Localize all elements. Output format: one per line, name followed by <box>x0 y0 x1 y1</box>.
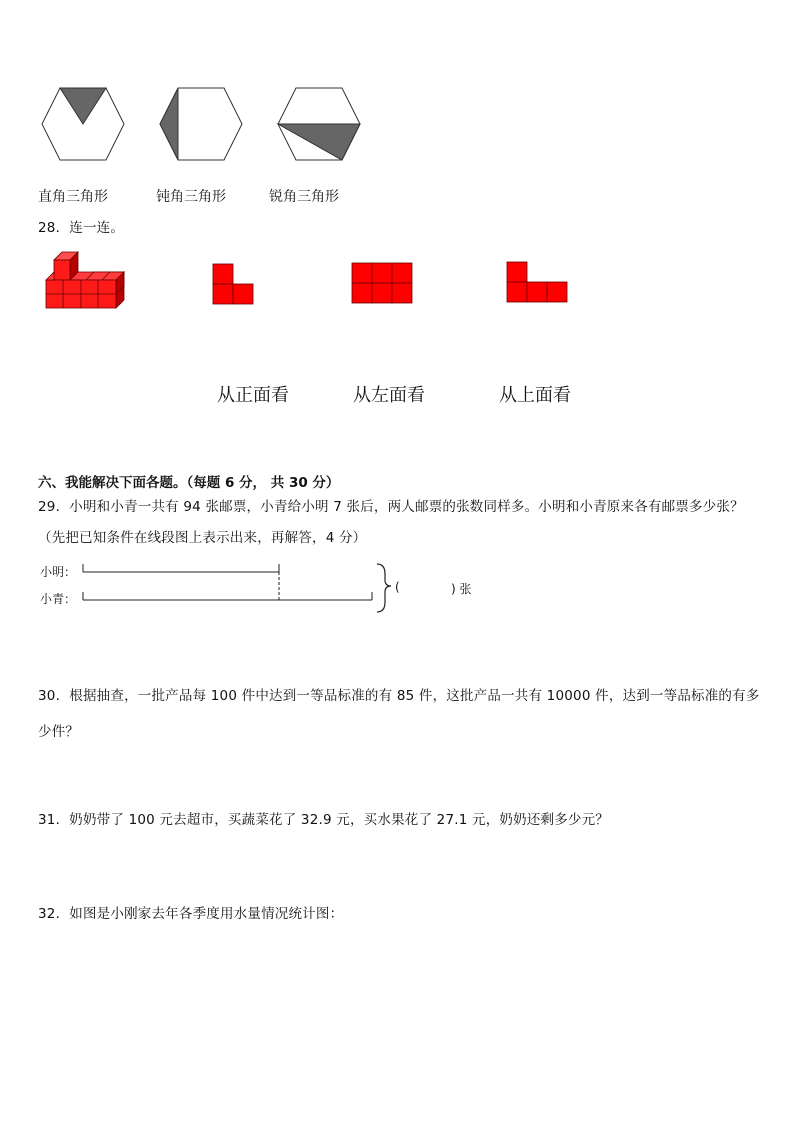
caption-right-triangle: 直角三角形 <box>38 189 108 205</box>
hexagon-right-triangle-figure <box>38 86 128 162</box>
hexagon-obtuse-triangle-figure <box>156 86 246 162</box>
xiaoqing-label: 小青： <box>40 592 77 606</box>
caption-obtuse-triangle: 钝角三角形 <box>156 189 226 205</box>
view-label-top: 从上面看 <box>499 385 571 406</box>
caption-acute-triangle: 锐角三角形 <box>269 189 339 205</box>
q29-text: 29．小明和小青一共有 94 张邮票，小青给小明 7 张后，两人邮票的张数同样多。小明和小青原来各有邮票多少张？ <box>38 499 744 515</box>
xiaoming-label: 小明： <box>40 565 77 579</box>
q30-text: 30．根据抽查，一批产品每 100 件中达到一等品标准的有 85 件，这批产品一共有 10000 件，达到一等品标准的有多少件？ <box>38 688 760 740</box>
view-shape-l-small <box>213 264 255 304</box>
answer-blank-open: ( <box>395 580 400 594</box>
section-heading: 六、我能解决下面各题。（每题 6 分， 共 30 分） <box>38 475 340 491</box>
cube-solid-figure <box>44 250 128 312</box>
q29-hint: （先把已知条件在线段图上表示出来，再解答，4 分） <box>38 530 367 546</box>
answer-blank-close: ) 张 <box>451 582 472 596</box>
q32-text: 32．如图是小刚家去年各季度用水量情况统计图： <box>38 906 344 922</box>
view-label-left: 从左面看 <box>353 385 425 406</box>
q31-text: 31．奶奶带了 100 元去超市，买蔬菜花了 32.9 元，买水果花了 27.1 元，奶奶还剩多少元？ <box>38 812 610 828</box>
view-label-front: 从正面看 <box>217 385 289 406</box>
hexagon-acute-triangle-figure <box>274 86 364 162</box>
view-shape-rectangle-2x3 <box>352 263 414 303</box>
q28-title: 28．连一连。 <box>38 220 125 236</box>
view-shape-l-wide <box>507 262 569 302</box>
line-segment-diagram <box>80 558 400 618</box>
